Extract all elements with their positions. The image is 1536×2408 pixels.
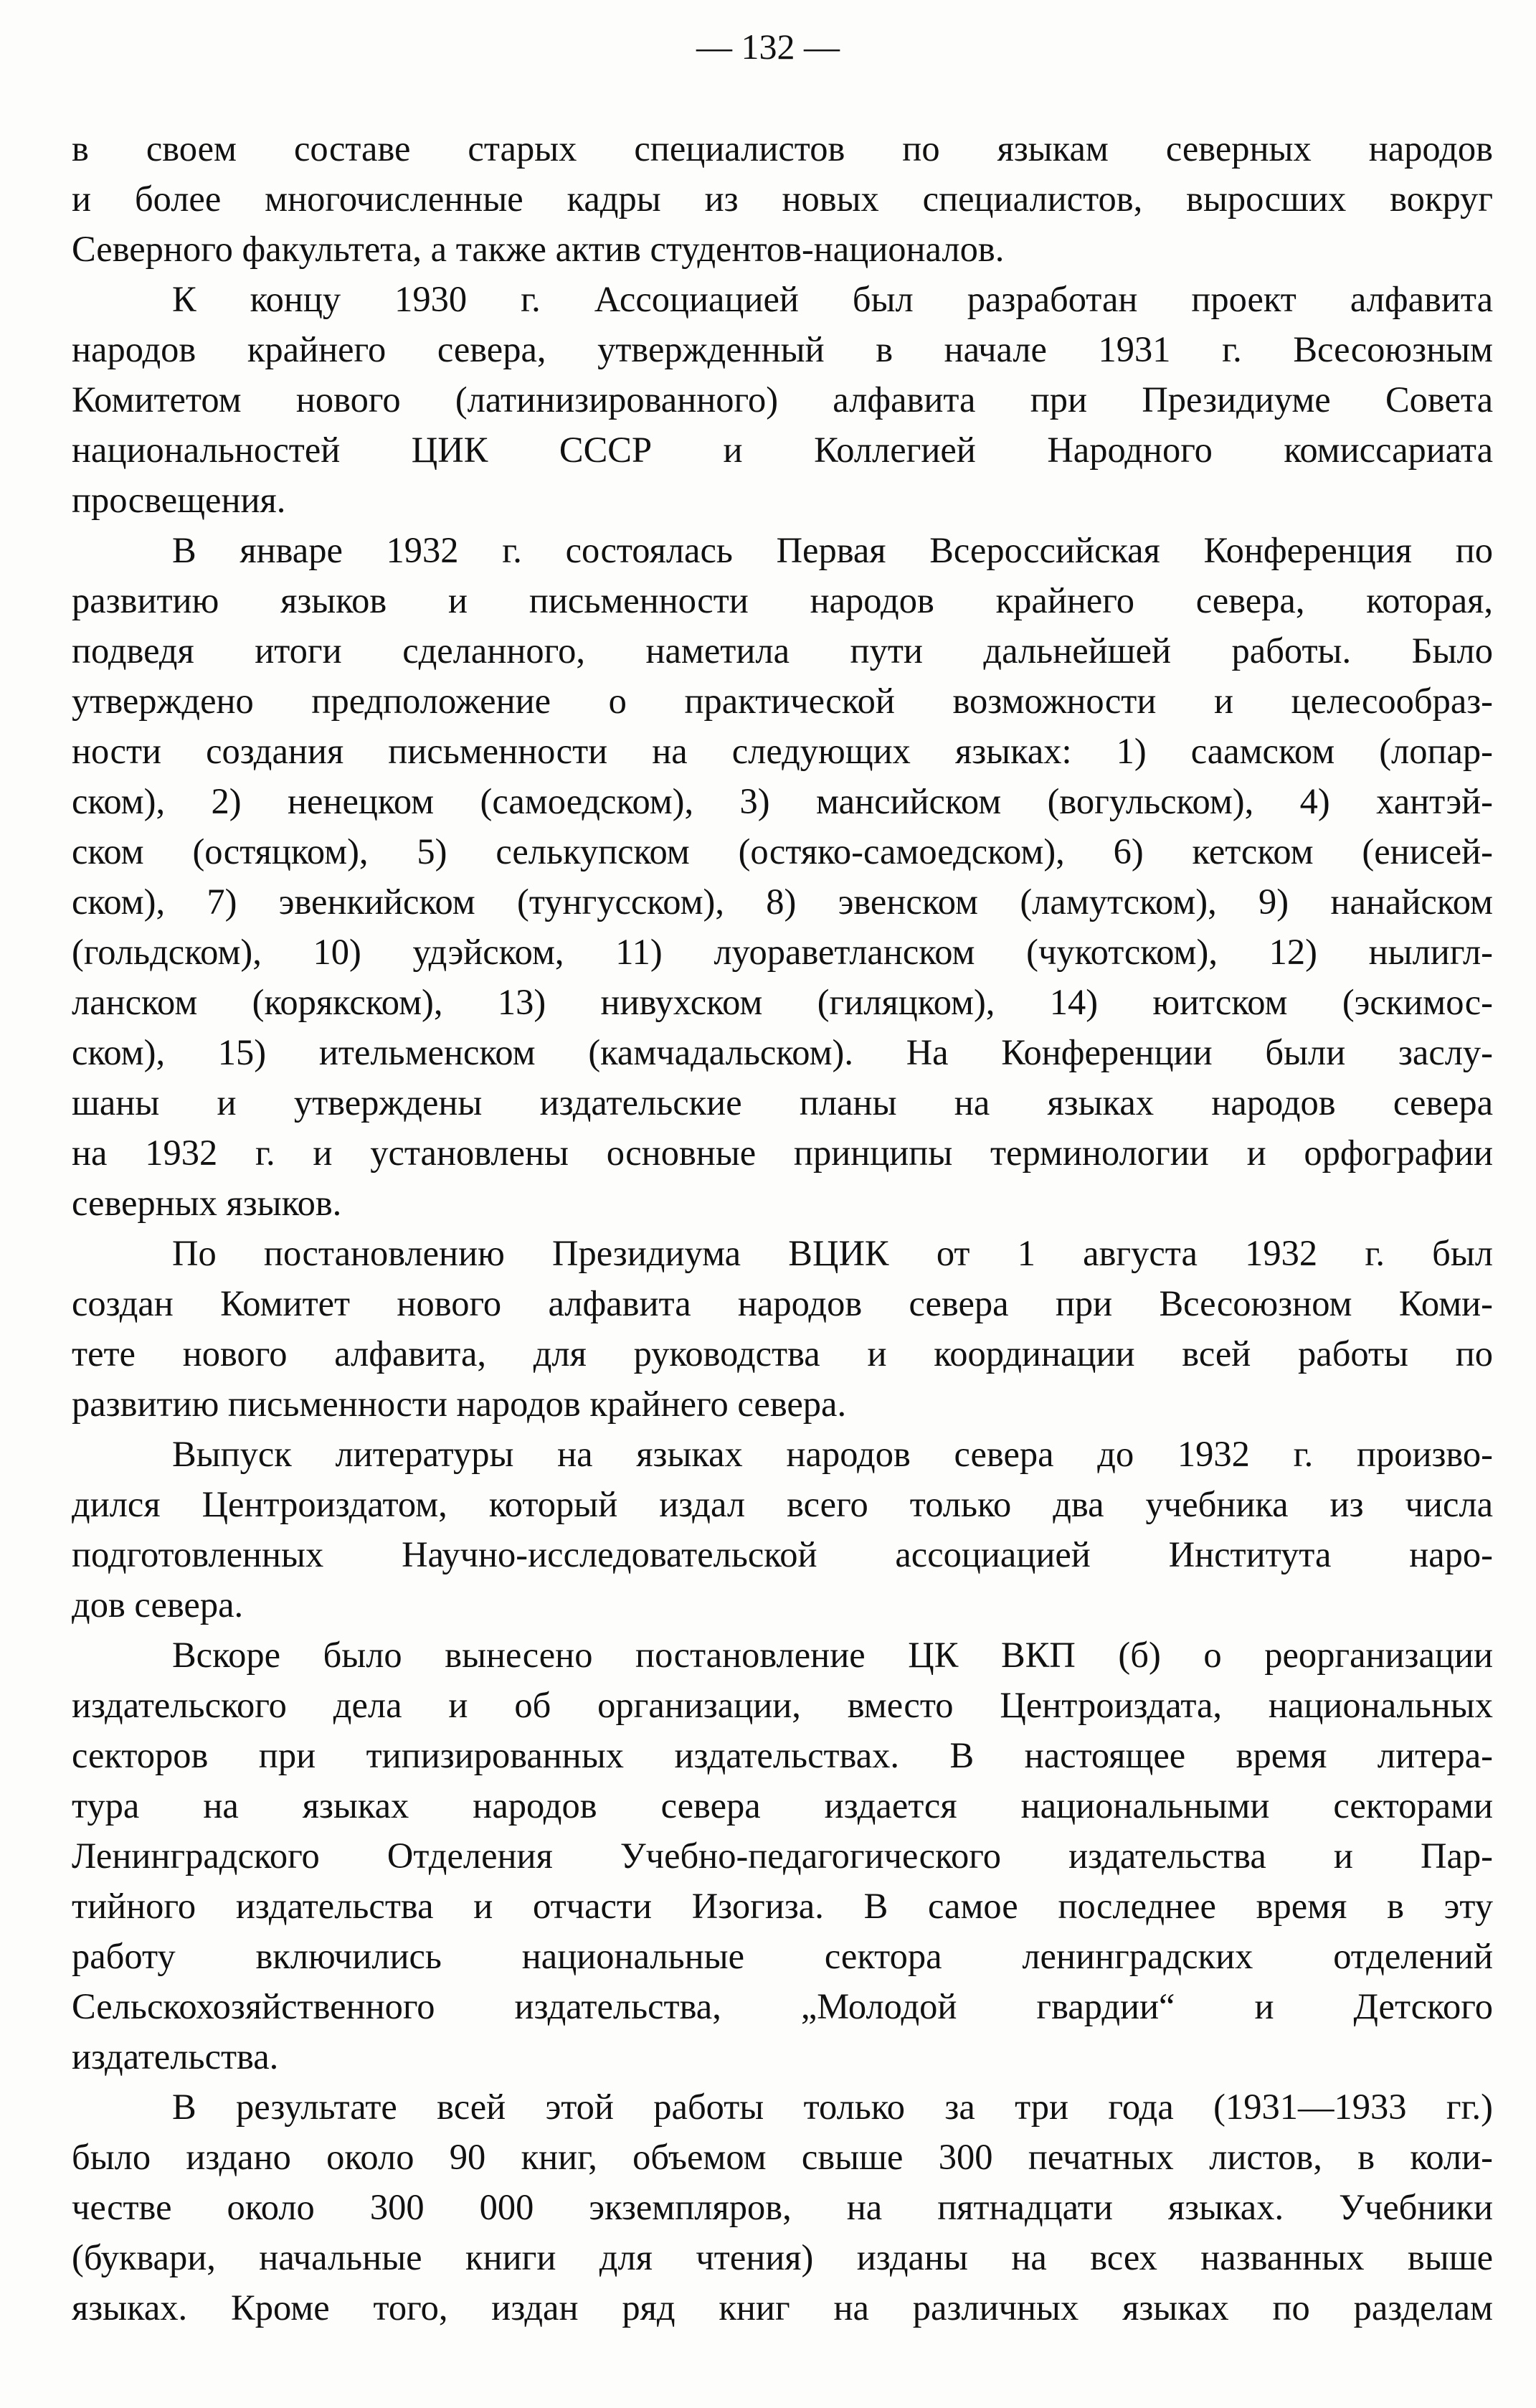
text-line: издательского дела и об организации, вместо Центроиздата, национальных (72, 1685, 1493, 1725)
paragraph (72, 2082, 1493, 2333)
text-line: К концу 1930 г. Ассоциацией был разработан проект алфавита (172, 279, 1493, 319)
text-line: было издано около 90 книг, объемом свыше 300 печатных листов, в коли- (72, 2137, 1493, 2177)
text-line: Выпуск литературы на языках народов севера до 1932 г. произво- (172, 1434, 1493, 1474)
body-text (72, 123, 1493, 2333)
text-line: дился Центроиздатом, который издал всего только два учебника из числа (72, 1484, 1493, 1524)
text-line: и более многочисленные кадры из новых специалистов, выросших вокруг (72, 179, 1493, 219)
text-line: ности создания письменности на следующих языках: 1) саамском (лопар- (72, 731, 1493, 771)
text-line: ском), 2) ненецком (самоедском), 3) мансийском (вогульском), 4) хантэй- (72, 781, 1493, 821)
page-number: — 132 — (696, 27, 840, 67)
text-line: Сельскохозяйственного издательства, „Молодой гвардии“ и Детского (72, 1986, 1493, 2026)
text-line: языках. Кроме того, издан ряд книг на различных языках по разделам (72, 2287, 1493, 2328)
text-line: национальностей ЦИК СССР и Коллегией Народного комиссариата (72, 430, 1493, 470)
text-line: подведя итоги сделанного, наметила пути дальнейшей работы. Было (72, 631, 1493, 671)
text-line: просвещения. (72, 480, 286, 520)
text-line: утверждено предположение о практической возможности и целесообраз- (72, 681, 1493, 721)
text-line: тете нового алфавита, для руководства и координации всей работы по (72, 1333, 1493, 1374)
text-line: в своем составе старых специалистов по языкам северных народов (72, 128, 1493, 169)
text-line: (гольдском), 10) удэйском, 11) луораветланском (чукотском), 12) нылигл- (72, 932, 1493, 972)
text-line: честве около 300 000 экземпляров, на пятнадцати языках. Учебники (72, 2187, 1493, 2227)
paragraph (72, 1630, 1493, 2082)
text-line: шаны и утверждены издательские планы на языках народов севера (72, 1082, 1493, 1123)
text-line: северных языков. (72, 1183, 342, 1223)
text-line: создан Комитет нового алфавита народов севера при Всесоюзном Коми- (72, 1283, 1493, 1323)
text-line: Вскоре было вынесено постановление ЦК ВКП (б) о реорганизации (172, 1635, 1493, 1675)
text-line: дов севера. (72, 1585, 244, 1625)
text-line: народов крайнего севера, утвержденный в начале 1931 г. Всесоюзным (72, 329, 1493, 369)
text-line: издательства. (72, 2036, 279, 2077)
text-line: ском), 15) ительменском (камчадальском). На Конференции были заслу- (72, 1032, 1493, 1072)
text-line: секторов при типизированных издательствах. В настоящее время литера- (72, 1735, 1493, 1775)
text-line: В январе 1932 г. состоялась Первая Всероссийская Конференция по (172, 530, 1493, 570)
text-line: ском), 7) эвенкийском (тунгусском), 8) эвенском (ламутском), 9) нанайском (72, 882, 1493, 922)
paragraph (72, 1429, 1493, 1630)
text-line: Северного факультета, а также актив студентов-националов. (72, 229, 1005, 269)
paragraph (72, 274, 1493, 525)
paragraph (72, 1228, 1493, 1429)
text-line: По постановлению Президиума ВЦИК от 1 августа 1932 г. был (172, 1233, 1493, 1273)
paragraph (72, 123, 1493, 274)
text-line: работу включились национальные сектора ленинградских отделений (72, 1936, 1493, 1976)
text-line: (буквари, начальные книги для чтения) изданы на всех названных выше (72, 2237, 1493, 2277)
text-line: развитию письменности народов крайнего севера. (72, 1384, 847, 1424)
text-line: подготовленных Научно-исследовательской ассоциацией Института наро- (72, 1534, 1493, 1574)
paragraph (72, 525, 1493, 1228)
text-line: ском (остяцком), 5) селькупском (остяко-самоедском), 6) кетском (енисей- (72, 831, 1493, 872)
text-line: развитию языков и письменности народов крайнего севера, которая, (72, 580, 1493, 620)
text-line: ланском (корякском), 13) нивухском (гиляцком), 14) юитском (эскимос- (72, 982, 1493, 1022)
text-line: на 1932 г. и установлены основные принципы терминологии и орфографии (72, 1133, 1493, 1173)
text-line: В результате всей этой работы только за три года (1931—1933 гг.) (172, 2087, 1493, 2127)
text-line: тийного издательства и отчасти Изогиза. В самое последнее время в эту (72, 1886, 1493, 1926)
text-line: Комитетом нового (латинизированного) алфавита при Президиуме Совета (72, 379, 1493, 420)
text-line: Ленинградского Отделения Учебно-педагогического издательства и Пар- (72, 1836, 1493, 1876)
text-line: тура на языках народов севера издается национальными секторами (72, 1785, 1493, 1826)
